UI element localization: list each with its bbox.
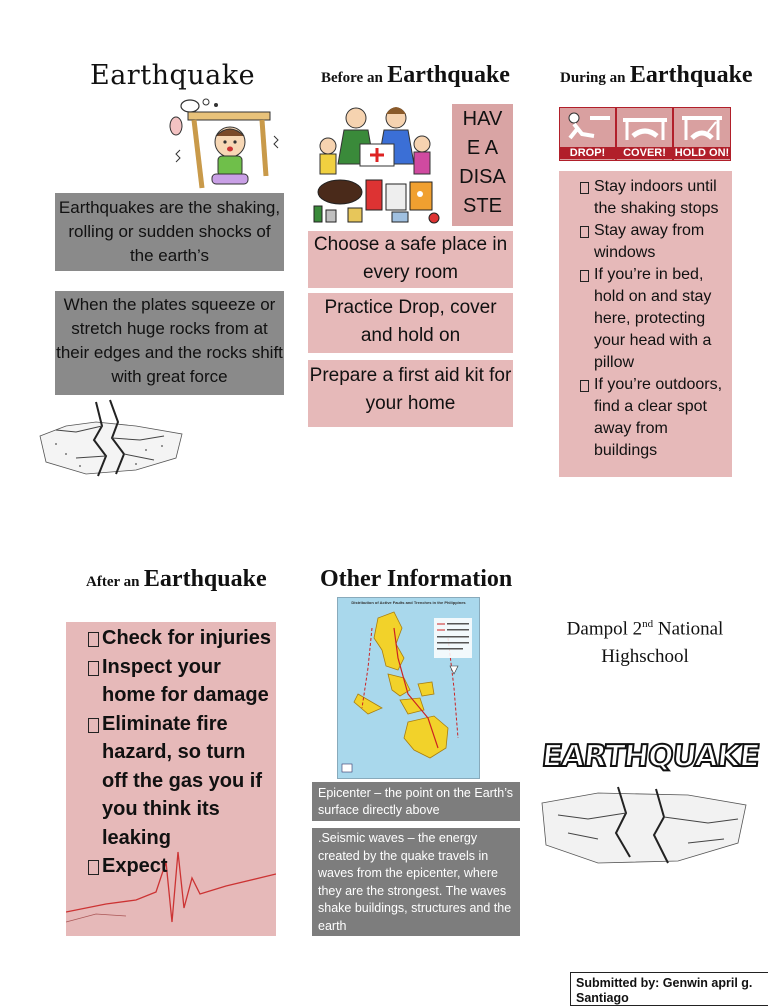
seismic-waves-box [312, 828, 520, 936]
list-item [88, 624, 272, 653]
during-list [580, 176, 728, 462]
seismic-waves-text: .Seismic waves – the energy created by the quake travels in waves from the epicenter, where they are the strongest. The waves shake buildings, structures and the earth [318, 831, 512, 933]
list-item-text: Check for injuries [102, 627, 271, 649]
cover-icon-panel [617, 108, 672, 160]
disaster-text-line: STE [463, 195, 502, 217]
list-item [580, 374, 728, 462]
school-name-sup: nd [642, 618, 654, 630]
list-item-text: Eliminate fire hazard, so turn off the gas you if you think its leaking [102, 712, 262, 849]
list-item-text: Inspect your home for damage [102, 655, 269, 706]
drop-icon-label: DROP! [560, 147, 615, 159]
family-supplies-illustration [308, 100, 450, 228]
list-item-text: If you’re outdoors, find a clear spot away from buildings [594, 376, 723, 459]
checkbox-bullet-icon [88, 632, 99, 647]
before-tip-text: Choose a safe place in every room [313, 234, 508, 283]
col2-title-big: Earthquake [387, 62, 510, 88]
checkbox-bullet-icon [580, 182, 589, 194]
after-title-small: After an [86, 574, 140, 590]
checkbox-bullet-icon [88, 718, 99, 733]
col2-title [321, 62, 510, 89]
map-graphic [338, 598, 479, 778]
disaster-text-line: DISA [459, 166, 506, 188]
submitted-by-box [570, 972, 768, 1006]
list-item [88, 653, 272, 710]
earthquake-logo [538, 733, 761, 873]
logo-text: EARTHQUAKE [540, 739, 761, 774]
list-item-text: If you’re in bed, hold on and stay here, protecting your head with a pillow [594, 266, 712, 371]
list-item-text: Expect [102, 855, 168, 877]
other-info-title: Other Information [320, 566, 513, 592]
map-title: Distribution of Active Faults and Trenches in the Philippines [351, 600, 466, 605]
drop-cover-hold-strip [559, 107, 731, 161]
school-name-line1 [560, 610, 730, 643]
drop-icon-panel [560, 108, 615, 160]
list-item [580, 220, 728, 264]
hold-on-icon-panel [674, 108, 730, 160]
cracked-ground-illustration [36, 396, 186, 480]
after-list [88, 624, 272, 881]
epicenter-text: Epicenter – the point on the Earth’s surface directly above [318, 786, 514, 817]
after-title-big: Earthquake [143, 566, 267, 592]
list-item [580, 176, 728, 220]
col3-title-small: During an [560, 70, 626, 86]
school-name-part: Dampol 2 [566, 618, 643, 640]
col2-title-small: Before an [321, 70, 383, 86]
disaster-text-line: E A [466, 137, 499, 159]
before-tip-box [308, 293, 513, 353]
school-name-part: National [653, 618, 724, 640]
before-tip-text: Prepare a first aid kit for your home [309, 365, 512, 414]
checkbox-bullet-icon [88, 860, 99, 875]
checkbox-bullet-icon [580, 270, 589, 282]
school-name [560, 610, 730, 671]
cover-icon-label: COVER! [617, 147, 672, 159]
list-item-text: Stay indoors until the shaking stops [594, 178, 719, 217]
during-list-box [559, 171, 732, 477]
list-item [88, 710, 272, 853]
col3-title [560, 62, 753, 89]
list-item-text: Stay away from windows [594, 222, 705, 261]
col1-title: Earthquake [90, 60, 256, 91]
list-item [88, 852, 272, 881]
after-title [86, 566, 267, 593]
disaster-text-line: HAV [462, 108, 503, 130]
checkbox-bullet-icon [580, 226, 589, 238]
before-tip-text: Practice Drop, cover and hold on [324, 297, 497, 346]
checkbox-bullet-icon [580, 380, 589, 392]
before-tip-box [308, 231, 513, 288]
cause-box [55, 291, 284, 395]
checkbox-bullet-icon [88, 661, 99, 676]
after-list-box [66, 622, 276, 936]
disaster-plan-box [452, 104, 513, 226]
before-tip-box [308, 360, 513, 427]
submitted-by-text: Submitted by: Genwin april g. Santiago [576, 976, 753, 1005]
cause-text: When the plates squeeze or stretch huge rocks from at their edges and the rocks shift with great force [56, 295, 283, 386]
logo-ground-graphic [538, 783, 750, 873]
philippines-fault-map [337, 597, 480, 779]
list-item [580, 264, 728, 374]
epicenter-box [312, 782, 520, 821]
child-under-table-illustration [166, 96, 286, 192]
definition-text: Earthquakes are the shaking, rolling or sudden shocks of the earth’s [58, 198, 281, 265]
hold-on-icon-label: HOLD ON! [674, 147, 730, 159]
definition-box [55, 193, 284, 271]
school-name-line2: Highschool [601, 646, 689, 668]
col3-title-big: Earthquake [629, 62, 753, 88]
